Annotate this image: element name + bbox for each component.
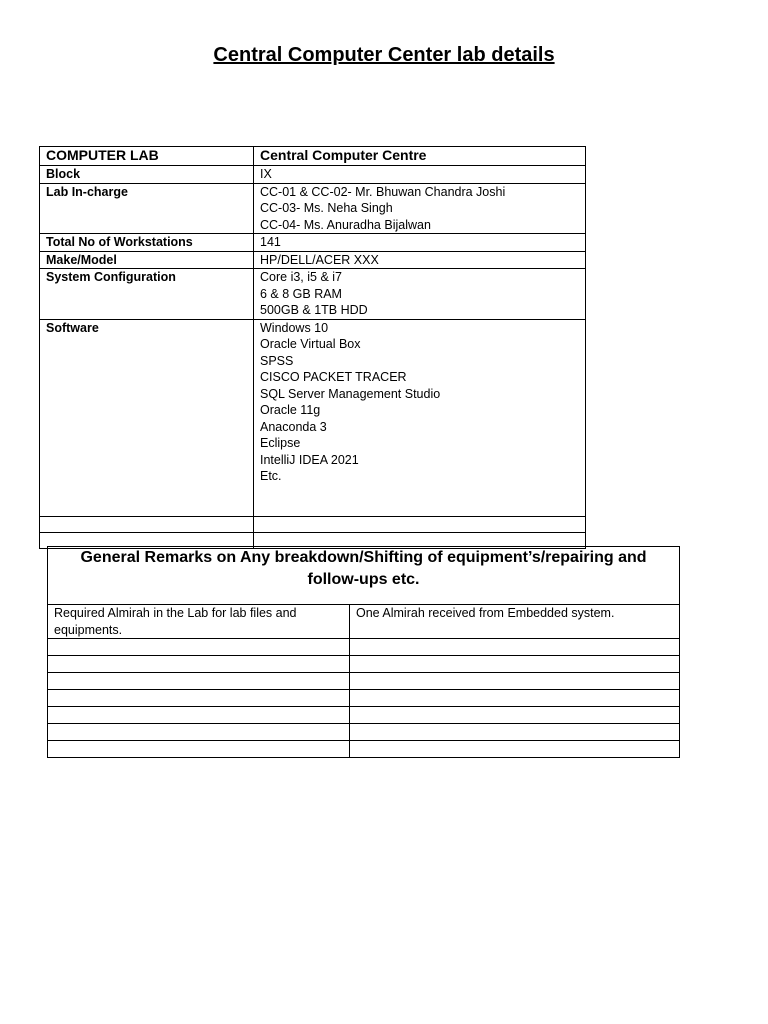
software-label: Software	[40, 319, 254, 516]
incharge-line: CC-01 & CC-02- Mr. Bhuwan Chandra Joshi	[260, 184, 506, 199]
workstations-value: 141	[254, 234, 586, 252]
remarks-heading: General Remarks on Any breakdown/Shifting of equipment’s/repairing and follow-ups etc.	[48, 547, 680, 605]
table-row	[40, 319, 586, 516]
empty-table-row	[48, 656, 680, 673]
remarks-header-row	[48, 547, 680, 605]
remark-followup: One Almirah received from Embedded system.	[350, 605, 680, 639]
config-line: 500GB & 1TB HDD	[260, 303, 368, 317]
table-row	[40, 269, 586, 320]
table-row	[40, 183, 586, 234]
software-line: Etc.	[260, 469, 282, 483]
software-line: Eclipse	[260, 436, 301, 450]
remarks-table	[47, 546, 680, 758]
empty-table-row	[40, 516, 586, 532]
system-config-value	[254, 269, 586, 320]
header-label: COMPUTER LAB	[40, 147, 254, 166]
table-header-row	[40, 147, 586, 166]
config-line: 6 & 8 GB RAM	[260, 286, 342, 301]
empty-table-row	[48, 724, 680, 741]
workstations-label: Total No of Workstations	[40, 234, 254, 252]
table-row	[40, 251, 586, 269]
empty-table-row	[48, 741, 680, 758]
lab-incharge-value	[254, 183, 586, 234]
software-line: SPSS	[260, 353, 294, 368]
block-value: IX	[254, 166, 586, 184]
document-title: Central Computer Center lab details	[213, 44, 555, 66]
table-row	[40, 166, 586, 184]
software-line: Oracle 11g	[260, 403, 321, 417]
incharge-line: CC-04- Ms. Anuradha Bijalwan	[260, 217, 431, 232]
software-value	[254, 319, 586, 516]
empty-table-row	[48, 639, 680, 656]
lab-details-table	[39, 146, 586, 549]
software-line: Oracle Virtual Box	[260, 337, 361, 351]
empty-table-row	[48, 707, 680, 724]
software-line: SQL Server Management Studio	[260, 386, 441, 401]
software-line: Windows 10	[260, 320, 329, 335]
software-line: IntelliJ IDEA 2021	[260, 452, 359, 467]
empty-table-row	[48, 673, 680, 690]
incharge-line: CC-03- Ms. Neha Singh	[260, 201, 393, 215]
make-model-label: Make/Model	[40, 251, 254, 269]
make-model-value: HP/DELL/ACER XXX	[254, 251, 586, 269]
table-row	[40, 234, 586, 252]
config-line: Core i3, i5 & i7	[260, 270, 342, 284]
block-label: Block	[40, 166, 254, 184]
software-line: Anaconda 3	[260, 419, 327, 434]
remark-issue: Required Almirah in the Lab for lab files and equipments.	[48, 605, 350, 639]
software-line: CISCO PACKET TRACER	[260, 370, 407, 384]
empty-table-row	[48, 690, 680, 707]
lab-incharge-label: Lab In-charge	[40, 183, 254, 234]
table-row	[48, 605, 680, 639]
system-config-label: System Configuration	[40, 269, 254, 320]
header-value: Central Computer Centre	[254, 147, 586, 166]
